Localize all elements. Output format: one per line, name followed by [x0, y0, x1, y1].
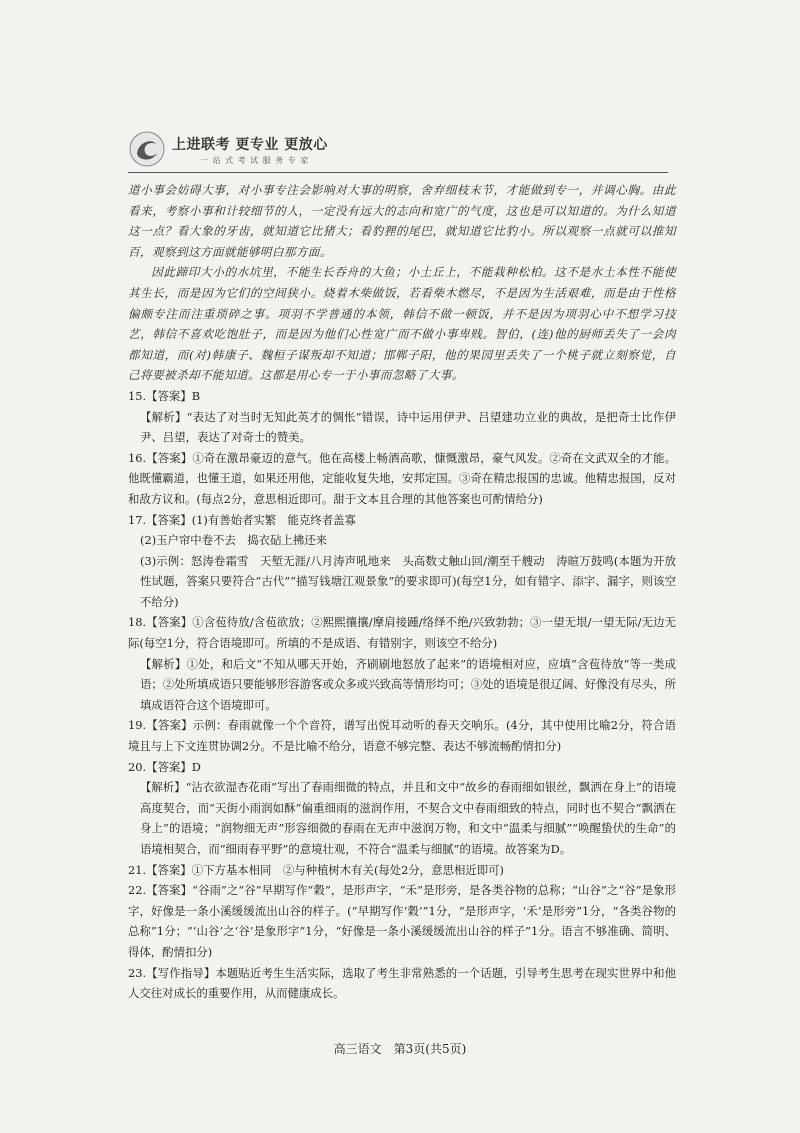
answer-head: 【答案】示例：春雨就像一个个音符，谱写出悦耳动听的春天交响乐。(4分，其中使用比喻2分，符合语境且与上下文连贯协调2分。不是比喻不给分，语意不够完整、表达不够流畅酌情扣分)	[128, 718, 676, 754]
question-number: 22.	[128, 883, 147, 898]
question-number: 20.	[128, 759, 147, 774]
page-footer: 高三语文 第3页(共5页)	[333, 1042, 467, 1056]
swirl-logo-icon	[128, 130, 166, 168]
answer-head: 【答案】①下方基本相同 ②与种植树木有关(每处2分，意思相近即可)	[146, 862, 504, 877]
question-number: 17.	[128, 512, 147, 527]
answer-15	[128, 386, 676, 448]
slogan-text: 一 站 式 考 试 服 务 专 家	[200, 156, 310, 165]
answer-23	[128, 963, 676, 1004]
answer-explanation: 【解析】“表达了对当时无知此英才的惆怅”错误，诗中运用伊尹、吕望建功立业的典故，是把奇士比作伊尹、吕望，表达了对奇士的赞美。	[140, 409, 676, 445]
answer-explanation: 【解析】①处，和后文“不知从哪天开始，齐刷刷地怒放了起来”的语境相对应，应填“含苞待放”等一类成语；②处所填成语只要能够形容游客或众多或兴致高等情形均可；③处的语境是很辽阔、好像没有尽头，所填成语符合这个语境即可。	[140, 656, 676, 712]
brand-text: 上进联考 更专业 更放心	[172, 137, 328, 153]
answer-explanation: 【解析】“沾衣欲湿杏花雨”写出了春雨细微的特点，并且和文中“故乡的春雨细如银丝，飘洒在身上”的语境高度契合，而“天街小雨润如酥”偏重细雨的滋润作用，不契合文中春雨细致的特点，同时也不契合“飘洒在身上”的语境；“润物细无声”形容细微的春雨在无声中滋润万物，和文中“温柔与细腻”“唤醒蛰伏的生命”的语境相契合，而“细雨春平野”的意境壮观，不符合“温柔与细腻”的语境。故答案为D。	[140, 780, 676, 856]
question-number: 15.	[128, 388, 147, 403]
question-number: 18.	[128, 615, 147, 630]
answer-head: 【答案】(1)有善始者实繁 能克终者盖寡	[146, 512, 356, 527]
answer-head: 【写作指导】本题贴近考生生活实际，选取了考生非常熟悉的一个话题，引导考生思考在现实世界中和他人交往对成长的重要作用，从而健康成长。	[128, 965, 676, 1001]
question-number: 16.	[128, 450, 147, 465]
answer-19	[128, 715, 676, 756]
answer-17	[128, 510, 676, 613]
answer-head: 【答案】①奇在激昂豪迈的意气。他在高楼上畅酒高歌，慷慨激昂，豪气风发。②奇在文武双全的才能。他既懂霸道，也懂王道，如果还用他，定能收复失地，安邦定国。③奇在精忠报国的忠诚。他精忠报国，反对和敌方议和。(每点2分，意思相近即可。甜于文本且合理的其他答案也可酌情给分)	[128, 450, 676, 506]
question-number: 21.	[128, 862, 147, 877]
answer-16	[128, 448, 676, 510]
answer-20	[128, 757, 676, 860]
header-divider	[128, 172, 668, 173]
translation-paragraph-1: 道小事会妨碍大事，对小事专注会影响对大事的明察，舍弃细枝末节，才能做到专一，并调心胸。由此看来，考察小事和计较细节的人，一定没有远大的志向和宽广的气度，这也是可以知道的。为什么知道这一点？看大象的牙齿，就知道它比猪大；看豹狸的尾巴，就知道它比豹小。所以观察一点就可以推知百，观察到这方面就能够明白那方面。	[128, 183, 676, 259]
answer-head: 【答案】D	[146, 759, 201, 774]
answer-head: 【答案】①含苞待放/含苞欲放；②熙熙攘攘/摩肩接踵/络绎不绝/兴致勃勃；③一望无垠/一望无际/无边无际(每空1分，符合语境即可。所填的不是成语、有错别字，则该空不给分)	[128, 615, 676, 651]
answer-22	[128, 880, 676, 962]
page-header	[128, 128, 668, 174]
answer-line: (3)示例：怒涛卷霜雪 天堑无涯/八月涛声吼地来 头高数丈触山回/潮至千艘动 涛暄万鼓鸣(本题为开放性试题，答案只要符合“古代”“描写钱塘江观景象”的要求即可)(每空1分，如有错字、添字、漏字，则该空不给分)	[140, 553, 676, 609]
answer-head: 【答案】B	[146, 388, 201, 403]
answer-21	[128, 860, 676, 881]
translation-paragraph-2: 因此蹄印大小的水坑里，不能生长吞舟的大鱼；小土丘上，不能栽种松柏。这不是水土本性不能使其生长，而是因为它们的空间狭小。烧着木柴做饭，若看柴木燃尽，不是因为生活艰难，而是由于性格偏颇专注而注重琐碎之事。项羽不学普通的本领，韩信不做一顿饭，并不是因为项羽心中不想学习技艺，韩信不喜欢吃饱肚子，而是因为他们心性宽广而不做小事卑贱。智伯，(连)他的厨师丢失了一会肉都知道，而(对)韩康子、魏桓子谋叛却不知道；邯郸子阳，他的果园里丢失了一个桃子就立刻察觉，自己将要被杀却不能知道。这都是用心专一于小事而忽略了大事。	[128, 265, 676, 383]
question-number: 19.	[128, 718, 147, 733]
answer-head: 【答案】“谷雨”之“谷”早期写作“穀”，是形声字，“禾”是形旁，是各类谷物的总称；“山谷”之“谷”是象形字，好像是一条小溪缓缓流出山谷的样子。(“早期写作‘穀’”1分，“是形声字，‘禾’是形旁”1分，“各类谷物的总称”1分；“‘山谷’之‘谷’是象形字”1分，“好像是一条小溪缓缓流出山谷的样子”1分。语言不够准确、简明、得体，酌情扣分)	[128, 883, 676, 959]
answer-18	[128, 612, 676, 715]
answer-line: (2)玉户帘中卷不去 捣衣砧上拂还来	[140, 533, 327, 548]
page-content	[128, 180, 676, 1004]
question-number: 23.	[128, 965, 147, 980]
